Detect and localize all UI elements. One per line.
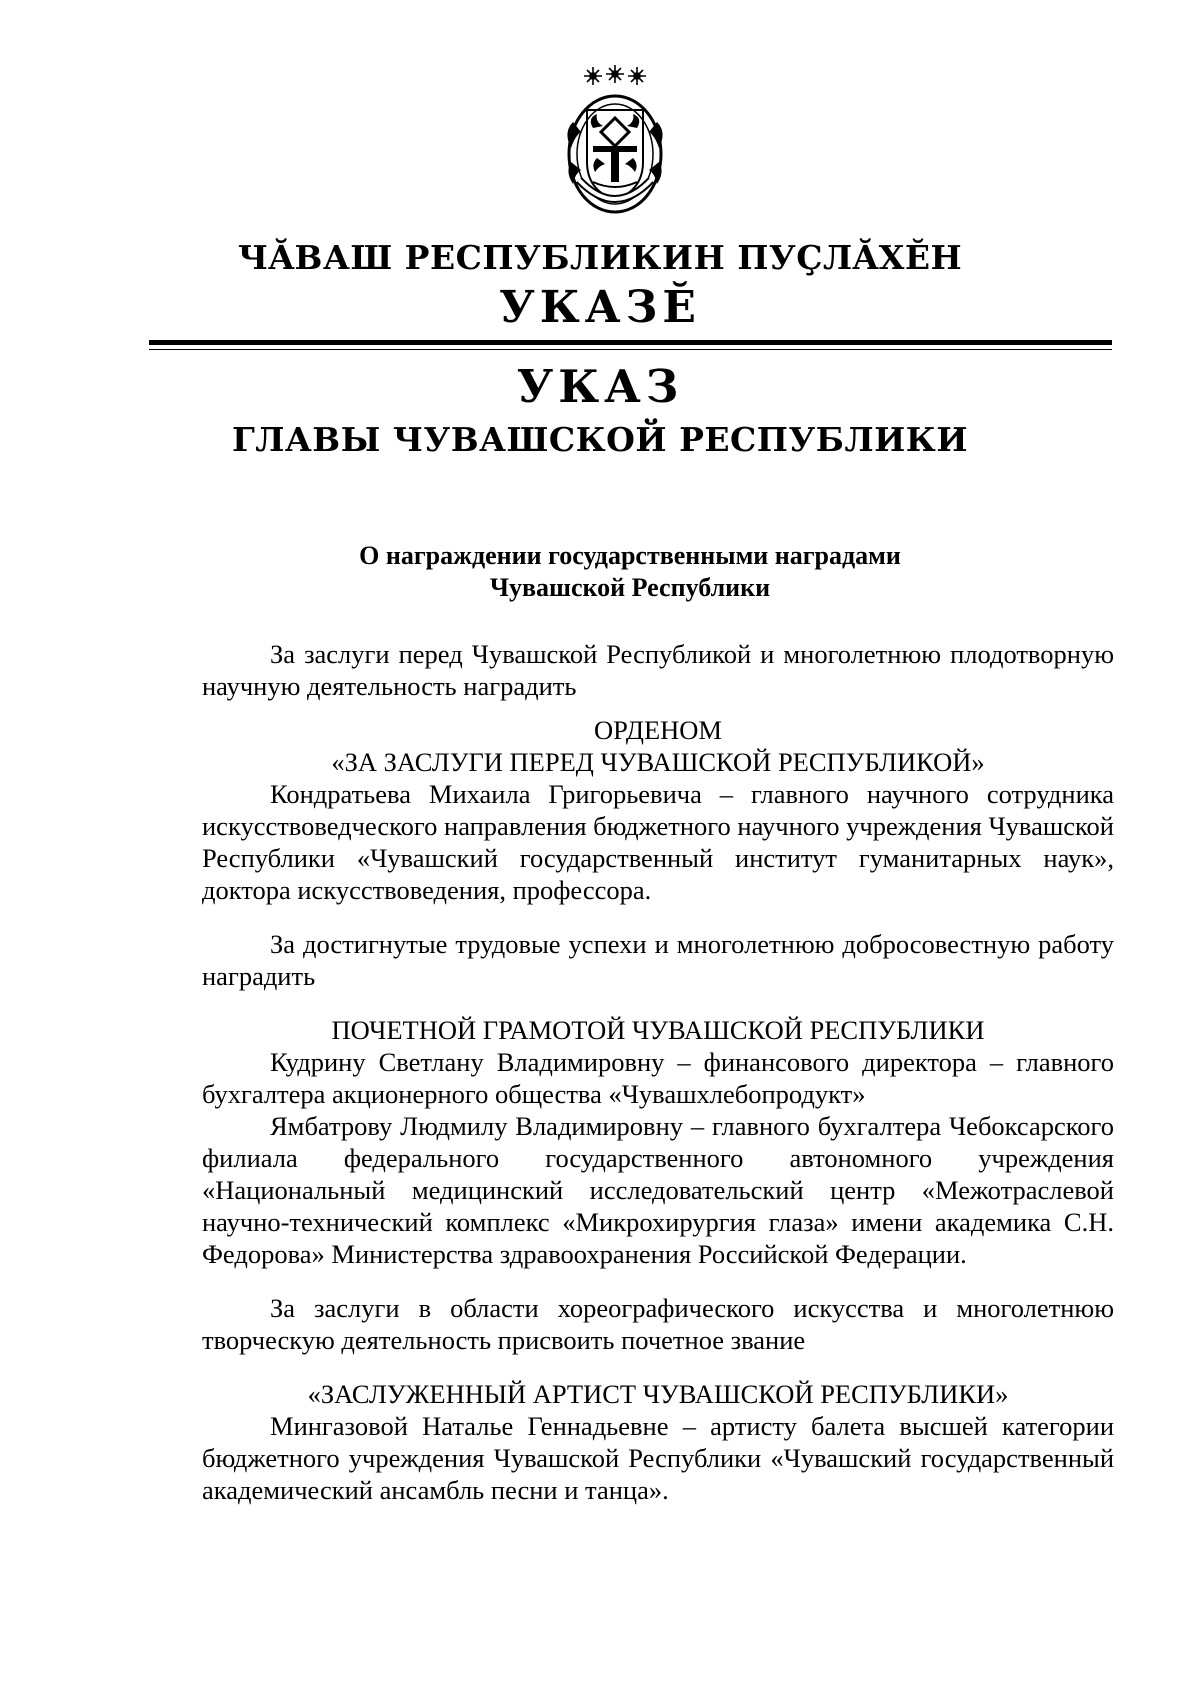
header-russian-decree: УКАЗ [516, 360, 684, 413]
document-title-line-2: Чувашской Республики [489, 573, 771, 602]
header-chuvash-title: ЧĂВАШ РЕСПУБЛИКИН ПУÇЛĂХĔН [237, 238, 963, 277]
header-russian-title: ГЛАВЫ ЧУВАШСКОЙ РЕСПУБЛИКИ [231, 420, 969, 459]
section-1-intro: За заслуги перед Чувашской Республикой и многолетнюю плодотворную научную деятельность наградить [202, 639, 1114, 701]
document-body [202, 638, 1114, 1506]
document-title-line-1: О награждении государственными наградами [359, 541, 901, 570]
section-3-award: «ЗАСЛУЖЕННЫЙ АРТИСТ ЧУВАШСКОЙ РЕСПУБЛИКИ» [307, 1379, 1009, 1409]
coat-of-arms-emblem [563, 62, 667, 222]
header-divider-thin [149, 349, 1112, 350]
section-1-award-line-1: ОРДЕНОМ [594, 715, 722, 745]
document-title [150, 540, 1110, 604]
section-3-recipient: Мингазовой Наталье Геннадьевне – артисту балета высшей категории бюджетного учреждения Чувашской Республики «Чувашский государственный академический ансамбль песни и танца». [202, 1411, 1114, 1505]
section-2-award: ПОЧЕТНОЙ ГРАМОТОЙ ЧУВАШСКОЙ РЕСПУБЛИКИ [331, 1015, 985, 1045]
section-1-award-line-2: «ЗА ЗАСЛУГИ ПЕРЕД ЧУВАШСКОЙ РЕСПУБЛИКОЙ» [331, 747, 985, 777]
section-2-recipient-1: Кудрину Светлану Владимировну – финансового директора – главного бухгалтера акционерного общества «Чувашхлебопродукт» [202, 1047, 1114, 1109]
section-1-recipient: Кондратьева Михаила Григорьевича – главного научного сотрудника искусствоведческого направления бюджетного научного учреждения Чувашской Республики «Чувашский государственный институт гуманитарных наук», доктора искусствоведения, профессора. [202, 779, 1114, 905]
section-3-intro: За заслуги в области хореографического искусства и многолетнюю творческую деятельность присвоить почетное звание [202, 1293, 1114, 1355]
section-2-intro: За достигнутые трудовые успехи и многолетнюю добросовестную работу наградить [202, 929, 1114, 991]
section-2-recipient-2: Ямбатрову Людмилу Владимировну – главного бухгалтера Чебоксарского филиала федерального государственного автономного учреждения «Национальный медицинский исследовательский центр «Межотраслевой научно-технический комплекс «Микрохирургия глаза» имени академика С.Н. Федорова» Министерства здравоохранения Российской Федерации. [202, 1111, 1114, 1269]
header-chuvash-decree: УКАЗĔ [499, 282, 701, 333]
header-divider-thick [149, 340, 1112, 345]
